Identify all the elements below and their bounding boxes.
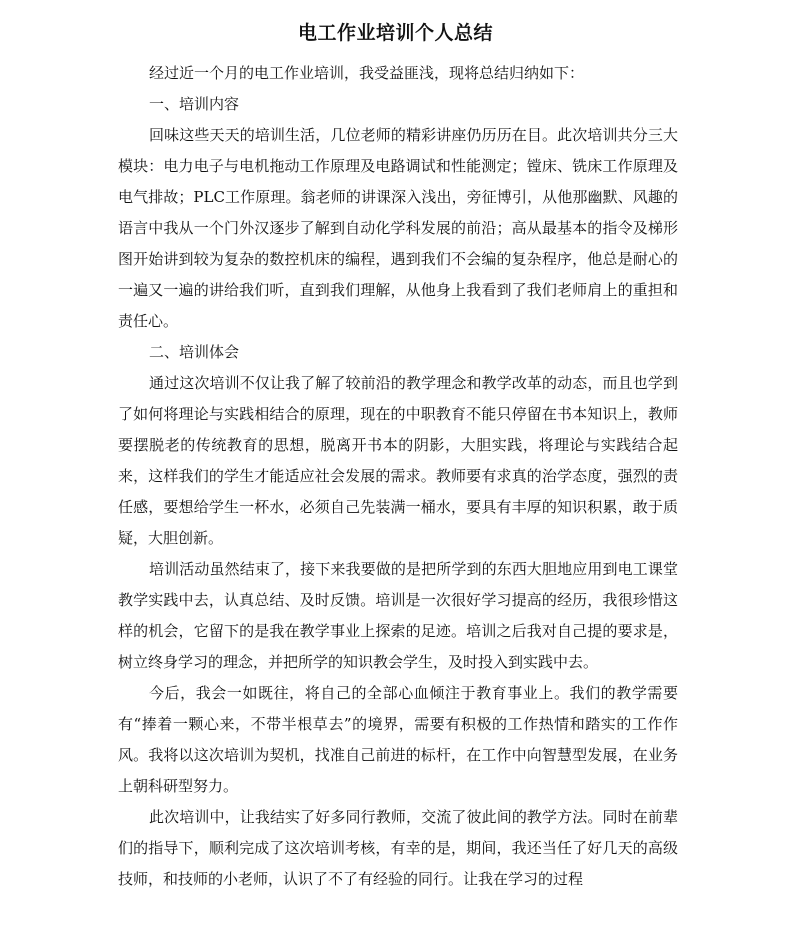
- intro-paragraph: 经过近一个月的电工作业培训，我受益匪浅，现将总结归纳如下：: [149, 64, 585, 82]
- paragraph-experience-3: 今后，我会一如既往，将自己的全部心血倾注于教育事业上。我们的教学需要有“捧着一颗心来，不带半根草去”的境界，需要有积极的工作热情和踏实的工作作风。我将以这次培训为契机，找准自己前进的标杆，在工作中向智慧型发展，在业务上朝科研型努力。: [118, 684, 678, 795]
- section-heading-training-content: 一、培训内容: [149, 95, 240, 113]
- document-body: [118, 58, 678, 895]
- section-heading-training-experience: 二、培训体会: [149, 343, 240, 361]
- paragraph-experience-1: 通过这次培训不仅让我了解了较前沿的教学理念和教学改革的动态，而且也学到了如何将理论与实践相结合的原理，现在的中职教育不能只停留在书本知识上，教师要摆脱老的传统教育的思想，脱离开书本的阴影，大胆实践，将理论与实践结合起来，这样我们的学生才能适应社会发展的需求。教师要有求真的治学态度，强烈的责任感，要想给学生一杯水，必须自己先装满一桶水，要具有丰厚的知识积累，敢于质疑，大胆创新。: [118, 374, 678, 547]
- paragraph-experience-4: 此次培训中，让我结实了好多同行教师，交流了彼此间的教学方法。同时在前辈们的指导下，顺利完成了这次培训考核，有幸的是，期间，我还当任了好几天的高级技师，和技师的小老师，认识了不了有经验的同行。让我在学习的过程: [118, 808, 678, 888]
- document-title: 电工作业培训个人总结: [297, 22, 493, 44]
- paragraph-experience-2: 培训活动虽然结束了，接下来我要做的是把所学到的东西大胆地应用到电工课堂教学实践中去，认真总结、及时反馈。培训是一次很好学习提高的经历，我很珍惜这样的机会，它留下的是我在教学事业上探索的足迹。培训之后我对自己提的要求是，树立终身学习的理念，并把所学的知识教会学生，及时投入到实践中去。: [118, 560, 678, 671]
- paragraph-training-content: 回味这些天天的培训生活，几位老师的精彩讲座仍历历在目。此次培训共分三大模块：电力电子与电机拖动工作原理及电路调试和性能测定；镗床、铣床工作原理及电气排故；PLC工作原理。翁老师的讲课深入浅出，旁征博引，从他那幽默、风趣的语言中我从一个门外汉逐步了解到自动化学科发展的前沿；高从最基本的指令及梯形图开始讲到较为复杂的数控机床的编程，遇到我们不会编的复杂程序，他总是耐心的一遍又一遍的讲给我们听，直到我们理解，从他身上我看到了我们老师肩上的重担和责任心。: [118, 126, 678, 330]
